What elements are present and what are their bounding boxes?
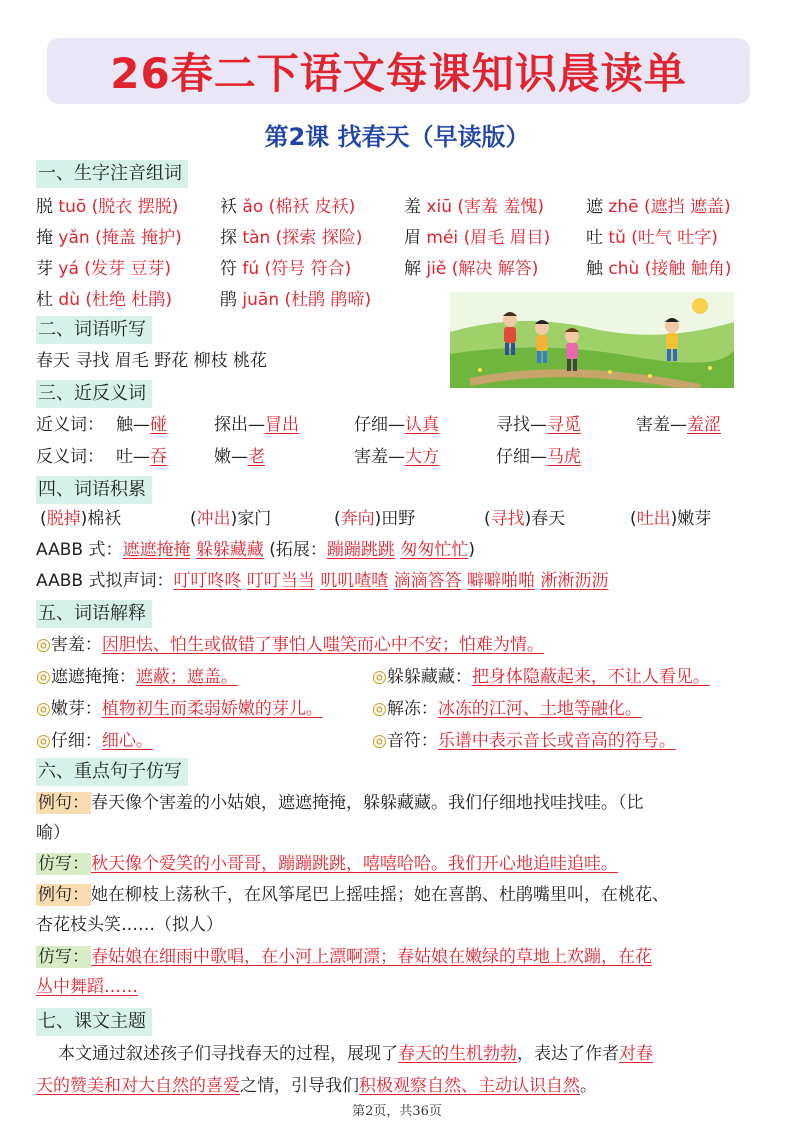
word-group: (解决 解答) bbox=[451, 259, 539, 279]
word-group: (探索 探险) bbox=[275, 228, 363, 248]
explanation-item bbox=[372, 696, 642, 722]
synonym-answer: 冒出 bbox=[265, 415, 299, 435]
word-group: (害羞 羞愧) bbox=[457, 197, 545, 217]
character-entry bbox=[220, 194, 355, 220]
phrase-answer: 寻找 bbox=[490, 509, 525, 529]
imitation-sentence: 丛中舞蹈…… bbox=[36, 977, 138, 997]
character-entry bbox=[586, 225, 718, 251]
character: 脱 bbox=[36, 197, 53, 217]
word: 害羞— bbox=[354, 447, 405, 467]
aabb-row bbox=[36, 537, 475, 563]
example-tag: 例句： bbox=[38, 793, 89, 813]
word: 仔细— bbox=[496, 447, 547, 467]
pinyin: ǎo bbox=[242, 197, 264, 217]
page-footer: 第2页，共36页 bbox=[352, 1104, 442, 1119]
onomatopoeia-word: 叽叽喳喳 bbox=[320, 571, 389, 591]
character: 符 bbox=[220, 259, 237, 279]
explanation-definition: 把身体隐蔽起来，不让人看见。 bbox=[471, 667, 710, 687]
explanation-definition: 植物初生而柔弱娇嫩的芽儿。 bbox=[101, 699, 323, 719]
pinyin: méi bbox=[426, 228, 459, 248]
antonym-pair bbox=[214, 444, 265, 470]
title-banner bbox=[47, 38, 750, 104]
imitation-sentence: 春姑娘在细雨中歌唱，在小河上漂啊漂；春姑娘在嫩绿的草地上欢蹦，在花 bbox=[91, 947, 652, 967]
word: 害羞— bbox=[636, 415, 687, 435]
character: 眉 bbox=[404, 228, 421, 248]
synonym-pair bbox=[214, 412, 299, 438]
lesson-subtitle: 第2课 找春天（早读版） bbox=[264, 123, 530, 151]
word-group: (发芽 豆芽) bbox=[84, 259, 171, 279]
sentence-line bbox=[36, 974, 138, 1000]
sentence-line bbox=[36, 851, 618, 877]
pinyin: tàn bbox=[242, 228, 271, 248]
word: 寻找— bbox=[496, 415, 547, 435]
section-heading-sentences: 六、重点句子仿写 bbox=[36, 758, 188, 786]
extension-word: 蹦蹦跳跳 bbox=[326, 540, 395, 560]
character-entry bbox=[36, 225, 182, 251]
sentence-line bbox=[36, 912, 223, 938]
imitation-sentence: 秋天像个爱笑的小哥哥，蹦蹦跳跳，嘻嘻哈哈。我们开心地追哇追哇。 bbox=[91, 854, 618, 874]
example-sentence: 喻） bbox=[36, 823, 70, 843]
pinyin: xiū bbox=[426, 197, 452, 217]
explanation-term: 仔细： bbox=[50, 731, 102, 751]
bullet-mark: ◎ bbox=[36, 699, 51, 719]
character-entry bbox=[404, 194, 544, 220]
explanation-item bbox=[372, 664, 710, 690]
character: 吐 bbox=[586, 228, 603, 248]
character-entry bbox=[404, 225, 550, 251]
character: 鹃 bbox=[220, 290, 237, 310]
aabb-label: AABB 式： bbox=[36, 540, 123, 560]
synonym-answer: 认真 bbox=[405, 415, 439, 435]
onomatopoeia-word: 叮叮咚咚 bbox=[173, 571, 242, 591]
character: 芽 bbox=[36, 259, 53, 279]
section-heading-theme: 七、课文主题 bbox=[36, 1008, 152, 1036]
sentence-line bbox=[36, 944, 652, 970]
antonym-answer: 马虎 bbox=[547, 447, 581, 467]
explanation-definition: 细心。 bbox=[101, 731, 153, 751]
bullet-mark: ◎ bbox=[36, 731, 51, 751]
theme-answer: 春天的生机勃勃 bbox=[398, 1044, 517, 1064]
explanation-term: 解冻： bbox=[386, 699, 438, 719]
theme-text: ，表达了作者 bbox=[517, 1044, 619, 1064]
character-entry bbox=[220, 256, 351, 282]
sentence-line bbox=[36, 790, 644, 816]
explanation-definition: 冰冻的江河、土地等融化。 bbox=[437, 699, 642, 719]
pinyin: zhē bbox=[608, 197, 639, 217]
bullet-mark: ◎ bbox=[372, 731, 387, 751]
onomatopoeia-word: 淅淅沥沥 bbox=[540, 571, 609, 591]
phrase-fill: (冲出)家门 bbox=[190, 509, 272, 529]
synonym-answer: 羞涩 bbox=[687, 415, 721, 435]
word-group: (棉袄 皮袄) bbox=[268, 197, 356, 217]
theme-answer: 积极观察自然、主动认识自然 bbox=[359, 1076, 580, 1096]
explanation-term: 遮遮掩掩： bbox=[50, 667, 136, 687]
phrase-answer: 奔向 bbox=[340, 509, 375, 529]
character: 触 bbox=[586, 259, 603, 279]
word: 吐— bbox=[116, 447, 150, 467]
imitation-tag: 仿写： bbox=[38, 947, 89, 967]
character-entry bbox=[36, 256, 171, 282]
imitation-tag: 仿写： bbox=[38, 854, 89, 874]
bullet-mark: ◎ bbox=[36, 635, 51, 655]
bullet-mark: ◎ bbox=[372, 699, 387, 719]
phrase-answer: 吐出 bbox=[636, 509, 671, 529]
onomatopoeia-word: 叮叮当当 bbox=[246, 571, 315, 591]
antonym-pair bbox=[496, 444, 581, 470]
character-entry bbox=[36, 287, 172, 313]
character: 遮 bbox=[586, 197, 603, 217]
pinyin: yǎn bbox=[58, 228, 90, 248]
pinyin: fú bbox=[242, 259, 260, 279]
explanation-definition: 遮蔽；遮盖。 bbox=[135, 667, 238, 687]
word-group: (眉毛 眉目) bbox=[463, 228, 551, 248]
dictation-words: 春天 寻找 眉毛 野花 柳枝 桃花 bbox=[36, 351, 268, 371]
example-sentence: 杏花枝头笑……（拟人） bbox=[36, 915, 223, 935]
extension-word: 匆匆忙忙 bbox=[400, 540, 469, 560]
onomatopoeia-word: 噼噼啪啪 bbox=[467, 571, 536, 591]
character: 解 bbox=[404, 259, 421, 279]
word-group: (杜鹃 鹃啼) bbox=[284, 290, 372, 310]
phrase-answer: 脱掉 bbox=[46, 509, 81, 529]
phrase-object: 田野 bbox=[381, 509, 416, 529]
theme-paragraph bbox=[36, 1038, 760, 1102]
pinyin: tǔ bbox=[608, 228, 626, 248]
explanation-definition: 因胆怯、怕生或做错了事怕人嗤笑而心中不安；怕难为情。 bbox=[101, 635, 544, 655]
explanation-term: 音符： bbox=[386, 731, 438, 751]
explanation-term: 害羞： bbox=[50, 635, 102, 655]
example-tag: 例句： bbox=[38, 885, 89, 905]
example-sentence: 春天像个害羞的小姑娘，遮遮掩掩，躲躲藏藏。我们仔细地找哇找哇。（比 bbox=[91, 793, 644, 813]
extension-close: ) bbox=[468, 540, 475, 560]
pinyin: chù bbox=[608, 259, 640, 279]
synonym-pair bbox=[354, 412, 439, 438]
bullet-mark: ◎ bbox=[36, 667, 51, 687]
word: 仔细— bbox=[354, 415, 405, 435]
character: 探 bbox=[220, 228, 237, 248]
explanation-item bbox=[36, 728, 153, 754]
synonym-pair bbox=[116, 412, 167, 438]
pinyin: tuō bbox=[58, 197, 87, 217]
pinyin: jiě bbox=[426, 259, 447, 279]
aabb-word: 遮遮掩掩 bbox=[122, 540, 191, 560]
example-sentence: 她在柳枝上荡秋千，在风筝尾巴上摇哇摇；她在喜鹊、杜鹃嘴里叫，在桃花、 bbox=[91, 885, 669, 905]
phrase-fill: (脱掉)棉袄 bbox=[40, 509, 122, 529]
explanation-item bbox=[36, 632, 544, 658]
pinyin: juān bbox=[242, 290, 280, 310]
phrase-object: 嫩芽 bbox=[677, 509, 712, 529]
antonym-answer: 吞 bbox=[150, 447, 167, 467]
synonym-label: 近义词： bbox=[36, 415, 104, 435]
synonym-answer: 碰 bbox=[150, 415, 167, 435]
antonym-pair bbox=[116, 444, 167, 470]
phrase-object: 棉袄 bbox=[87, 509, 122, 529]
pinyin: dù bbox=[58, 290, 80, 310]
word-group: (脱衣 摆脱) bbox=[91, 197, 179, 217]
explanation-item bbox=[36, 664, 238, 690]
word-group: (遮挡 遮盖) bbox=[643, 197, 731, 217]
aabb-word: 躲躲藏藏 bbox=[195, 540, 264, 560]
word-group: (掩盖 掩护) bbox=[95, 228, 182, 248]
phrase-object: 春天 bbox=[531, 509, 566, 529]
phrase-fill: (寻找)春天 bbox=[484, 509, 566, 529]
antonym-pair bbox=[354, 444, 439, 470]
word: 嫩— bbox=[214, 447, 248, 467]
synonym-pair bbox=[636, 412, 721, 438]
theme-answer: 天的赞美和对大自然的喜爱 bbox=[36, 1076, 240, 1096]
children-finding-spring-illustration bbox=[450, 292, 734, 388]
theme-text: 。 bbox=[580, 1076, 597, 1096]
word-group: (杜绝 杜鹃) bbox=[85, 290, 173, 310]
onomatopoeia-label: AABB 式拟声词： bbox=[36, 571, 174, 591]
sentence-line bbox=[36, 882, 669, 908]
bullet-mark: ◎ bbox=[372, 667, 387, 687]
character: 羞 bbox=[404, 197, 421, 217]
explanation-item bbox=[36, 696, 323, 722]
character-entry bbox=[586, 256, 731, 282]
word: 探出— bbox=[214, 415, 265, 435]
section-heading-explanations: 五、词语解释 bbox=[36, 600, 152, 628]
phrase-fill: (吐出)嫩芽 bbox=[630, 509, 712, 529]
synonym-answer: 寻觅 bbox=[547, 415, 581, 435]
synonym-pair bbox=[496, 412, 581, 438]
sentence-line bbox=[36, 820, 70, 846]
page-title: 26春二下语文每课知识晨读单 bbox=[110, 49, 687, 98]
antonym-answer: 老 bbox=[248, 447, 265, 467]
onomatopoeia-word: 滴滴答答 bbox=[393, 571, 462, 591]
theme-text: 本文通过叙述孩子们寻找春天的过程，展现了 bbox=[58, 1044, 398, 1064]
phrase-answer: 冲出 bbox=[196, 509, 231, 529]
extension-label: (拓展： bbox=[269, 540, 327, 560]
character: 杜 bbox=[36, 290, 53, 310]
section-heading-characters: 一、生字注音组词 bbox=[36, 160, 188, 188]
character-entry bbox=[586, 194, 731, 220]
antonym-label: 反义词： bbox=[36, 447, 104, 467]
character: 掩 bbox=[36, 228, 53, 248]
explanation-definition: 乐谱中表示音长或音高的符号。 bbox=[437, 731, 676, 751]
explanation-item bbox=[372, 728, 676, 754]
character-entry bbox=[220, 287, 371, 313]
explanation-term: 躲躲藏藏： bbox=[386, 667, 472, 687]
theme-text: 之情，引导我们 bbox=[240, 1076, 359, 1096]
section-heading-dictation: 二、词语听写 bbox=[36, 316, 152, 344]
word-group: (符号 符合) bbox=[264, 259, 352, 279]
theme-answer: 对春 bbox=[619, 1044, 653, 1064]
word: 触— bbox=[116, 415, 150, 435]
section-heading-synonyms: 三、近反义词 bbox=[36, 380, 152, 408]
phrase-object: 家门 bbox=[237, 509, 272, 529]
pinyin: yá bbox=[58, 259, 79, 279]
phrase-fill: (奔向)田野 bbox=[334, 509, 416, 529]
character-entry bbox=[36, 194, 178, 220]
section-heading-accumulation: 四、词语积累 bbox=[36, 476, 152, 504]
character-entry bbox=[404, 256, 538, 282]
character: 袄 bbox=[220, 197, 237, 217]
word-group: (接触 触角) bbox=[644, 259, 732, 279]
explanation-term: 嫩芽： bbox=[50, 699, 102, 719]
word-group: (吐气 吐字) bbox=[631, 228, 718, 248]
antonym-answer: 大方 bbox=[405, 447, 439, 467]
character-entry bbox=[220, 225, 362, 251]
onomatopoeia-row bbox=[36, 568, 609, 594]
